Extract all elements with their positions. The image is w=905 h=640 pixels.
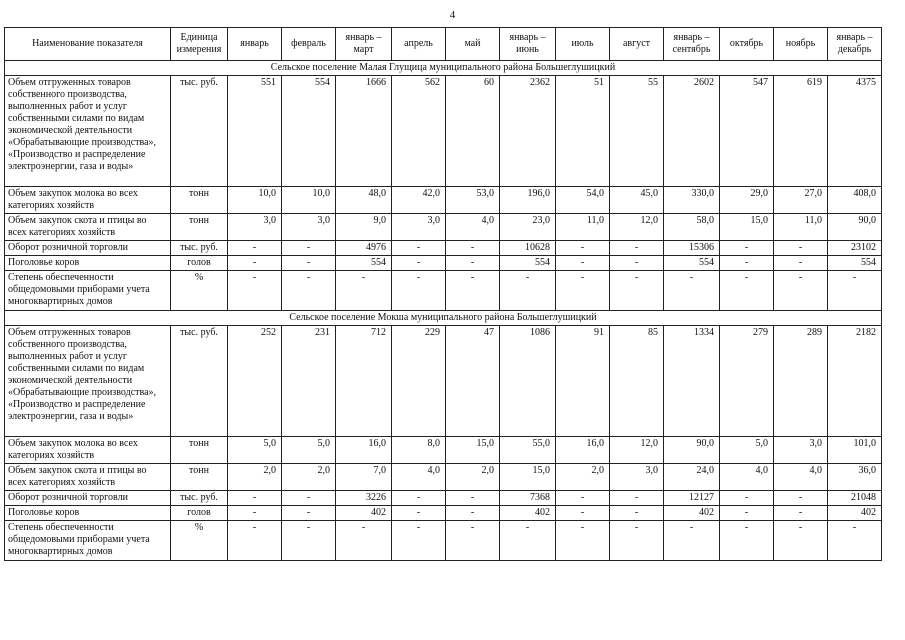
value-cell: -	[774, 491, 828, 506]
page-number: 4	[449, 9, 456, 21]
value-cell: 42,0	[392, 187, 446, 214]
value-cell: 330,0	[664, 187, 720, 214]
value-cell: -	[282, 491, 336, 506]
value-cell: -	[228, 256, 282, 271]
value-cell: 2,0	[446, 464, 500, 491]
value-cell: -	[610, 241, 664, 256]
value-cell: 10,0	[228, 187, 282, 214]
value-cell: 402	[336, 506, 392, 521]
value-cell: 8,0	[392, 437, 446, 464]
table-row	[5, 271, 882, 311]
value-cell: 4976	[336, 241, 392, 256]
value-cell: 619	[774, 76, 828, 187]
table-body	[5, 61, 882, 561]
value-cell: 4,0	[720, 464, 774, 491]
value-cell: -	[828, 271, 882, 311]
unit-cell: тыс. руб.	[171, 241, 228, 256]
value-cell: 47	[446, 326, 500, 437]
unit-cell: голов	[171, 256, 228, 271]
column-header: июль	[556, 28, 610, 61]
unit-cell: %	[171, 271, 228, 311]
value-cell: 16,0	[556, 437, 610, 464]
value-cell: -	[282, 256, 336, 271]
value-cell: 5,0	[228, 437, 282, 464]
unit-cell: тыс. руб.	[171, 491, 228, 506]
value-cell: -	[446, 521, 500, 561]
column-header: Единица измерения	[171, 28, 228, 61]
table-row	[5, 506, 882, 521]
indicator-name: Объем закупок молока во всех категориях хозяйств	[5, 437, 171, 464]
value-cell: 15,0	[446, 437, 500, 464]
indicator-name: Поголовье коров	[5, 256, 171, 271]
value-cell: -	[610, 506, 664, 521]
indicator-name: Объем закупок молока во всех категориях хозяйств	[5, 187, 171, 214]
value-cell: 90,0	[664, 437, 720, 464]
value-cell: 85	[610, 326, 664, 437]
value-cell: 54,0	[556, 187, 610, 214]
table-row	[5, 256, 882, 271]
value-cell: 252	[228, 326, 282, 437]
value-cell: 5,0	[282, 437, 336, 464]
table-row	[5, 76, 882, 187]
value-cell: -	[610, 256, 664, 271]
value-cell: 58,0	[664, 214, 720, 241]
value-cell: 289	[774, 326, 828, 437]
value-cell: -	[556, 521, 610, 561]
value-cell: 10628	[500, 241, 556, 256]
column-header: январь – март	[336, 28, 392, 61]
value-cell: 45,0	[610, 187, 664, 214]
value-cell: 402	[664, 506, 720, 521]
value-cell: -	[720, 506, 774, 521]
value-cell: -	[720, 241, 774, 256]
unit-cell: тыс. руб.	[171, 326, 228, 437]
value-cell: 36,0	[828, 464, 882, 491]
value-cell: -	[228, 491, 282, 506]
indicator-name: Оборот розничной торговли	[5, 491, 171, 506]
indicator-name: Оборот розничной торговли	[5, 241, 171, 256]
table-row	[5, 521, 882, 561]
column-header: январь – июнь	[500, 28, 556, 61]
unit-cell: тыс. руб.	[171, 76, 228, 187]
indicator-name: Поголовье коров	[5, 506, 171, 521]
value-cell: -	[720, 521, 774, 561]
value-cell: -	[282, 521, 336, 561]
column-header: октябрь	[720, 28, 774, 61]
unit-cell: голов	[171, 506, 228, 521]
unit-cell: тонн	[171, 437, 228, 464]
column-header: январь – декабрь	[828, 28, 882, 61]
value-cell: 27,0	[774, 187, 828, 214]
value-cell: 23,0	[500, 214, 556, 241]
column-header: январь – сентябрь	[664, 28, 720, 61]
table-row	[5, 214, 882, 241]
value-cell: -	[392, 521, 446, 561]
value-cell: 9,0	[336, 214, 392, 241]
indicator-name: Степень обеспеченности общедомовыми приборами учета многоквартирных домов	[5, 271, 171, 311]
value-cell: 1666	[336, 76, 392, 187]
value-cell: 55	[610, 76, 664, 187]
value-cell: -	[446, 256, 500, 271]
value-cell: 24,0	[664, 464, 720, 491]
value-cell: 12,0	[610, 214, 664, 241]
indicator-name: Объем закупок скота и птицы во всех категориях хозяйств	[5, 214, 171, 241]
table-row	[5, 241, 882, 256]
column-header: август	[610, 28, 664, 61]
value-cell: 10,0	[282, 187, 336, 214]
unit-cell: тонн	[171, 187, 228, 214]
value-cell: 29,0	[720, 187, 774, 214]
indicator-name: Объем закупок скота и птицы во всех категориях хозяйств	[5, 464, 171, 491]
indicator-name: Степень обеспеченности общедомовыми приборами учета многоквартирных домов	[5, 521, 171, 561]
value-cell: 554	[500, 256, 556, 271]
value-cell: 554	[282, 76, 336, 187]
indicators-table	[4, 27, 882, 561]
value-cell: 3,0	[392, 214, 446, 241]
value-cell: -	[720, 491, 774, 506]
unit-cell: %	[171, 521, 228, 561]
value-cell: -	[392, 271, 446, 311]
value-cell: 21048	[828, 491, 882, 506]
value-cell: -	[774, 271, 828, 311]
table-row	[5, 491, 882, 506]
value-cell: 23102	[828, 241, 882, 256]
value-cell: 279	[720, 326, 774, 437]
value-cell: -	[336, 521, 392, 561]
value-cell: -	[664, 521, 720, 561]
value-cell: -	[556, 241, 610, 256]
value-cell: 7368	[500, 491, 556, 506]
value-cell: 3226	[336, 491, 392, 506]
value-cell: 402	[500, 506, 556, 521]
value-cell: 15306	[664, 241, 720, 256]
value-cell: -	[392, 491, 446, 506]
value-cell: 3,0	[228, 214, 282, 241]
value-cell: -	[282, 271, 336, 311]
value-cell: 11,0	[556, 214, 610, 241]
table-row	[5, 326, 882, 437]
table-row	[5, 437, 882, 464]
indicator-name: Объем отгруженных товаров собственного производства, выполненных работ и услуг собственными силами по видам экономической деятельности «Обрабатывающие производства», «Производство и распределение электроэнергии, газа и воды»	[5, 76, 171, 187]
value-cell: -	[228, 241, 282, 256]
value-cell: 547	[720, 76, 774, 187]
value-cell: -	[828, 521, 882, 561]
value-cell: 229	[392, 326, 446, 437]
value-cell: 55,0	[500, 437, 556, 464]
value-cell: -	[282, 506, 336, 521]
value-cell: -	[774, 241, 828, 256]
value-cell: 12,0	[610, 437, 664, 464]
value-cell: -	[446, 241, 500, 256]
value-cell: 2362	[500, 76, 556, 187]
value-cell: -	[446, 491, 500, 506]
section-row	[5, 61, 882, 76]
column-header: январь	[228, 28, 282, 61]
value-cell: -	[664, 271, 720, 311]
value-cell: -	[228, 506, 282, 521]
value-cell: 2,0	[282, 464, 336, 491]
value-cell: 402	[828, 506, 882, 521]
value-cell: -	[556, 506, 610, 521]
table-row	[5, 464, 882, 491]
value-cell: 7,0	[336, 464, 392, 491]
value-cell: 3,0	[282, 214, 336, 241]
value-cell: 2602	[664, 76, 720, 187]
value-cell: 15,0	[720, 214, 774, 241]
value-cell: -	[446, 271, 500, 311]
value-cell: 11,0	[774, 214, 828, 241]
value-cell: -	[228, 271, 282, 311]
value-cell: -	[556, 256, 610, 271]
value-cell: -	[556, 491, 610, 506]
header-row	[5, 28, 882, 61]
value-cell: 91	[556, 326, 610, 437]
value-cell: -	[556, 271, 610, 311]
value-cell: -	[392, 256, 446, 271]
value-cell: -	[610, 521, 664, 561]
value-cell: -	[392, 241, 446, 256]
column-header: ноябрь	[774, 28, 828, 61]
value-cell: 3,0	[774, 437, 828, 464]
value-cell: 48,0	[336, 187, 392, 214]
value-cell: 12127	[664, 491, 720, 506]
column-header: апрель	[392, 28, 446, 61]
unit-cell: тонн	[171, 214, 228, 241]
value-cell: 2,0	[228, 464, 282, 491]
table-header	[5, 28, 882, 61]
value-cell: 712	[336, 326, 392, 437]
value-cell: -	[228, 521, 282, 561]
value-cell: -	[500, 521, 556, 561]
column-header: февраль	[282, 28, 336, 61]
value-cell: 2,0	[556, 464, 610, 491]
value-cell: 4375	[828, 76, 882, 187]
value-cell: 554	[664, 256, 720, 271]
value-cell: -	[774, 256, 828, 271]
value-cell: -	[774, 521, 828, 561]
value-cell: 90,0	[828, 214, 882, 241]
value-cell: 551	[228, 76, 282, 187]
value-cell: 51	[556, 76, 610, 187]
value-cell: 1334	[664, 326, 720, 437]
value-cell: -	[446, 506, 500, 521]
value-cell: 562	[392, 76, 446, 187]
value-cell: 231	[282, 326, 336, 437]
value-cell: -	[336, 271, 392, 311]
value-cell: 408,0	[828, 187, 882, 214]
value-cell: -	[720, 271, 774, 311]
value-cell: -	[282, 241, 336, 256]
value-cell: -	[774, 506, 828, 521]
value-cell: 3,0	[610, 464, 664, 491]
value-cell: 4,0	[392, 464, 446, 491]
value-cell: 5,0	[720, 437, 774, 464]
value-cell: -	[500, 271, 556, 311]
unit-cell: тонн	[171, 464, 228, 491]
value-cell: 554	[336, 256, 392, 271]
value-cell: 1086	[500, 326, 556, 437]
value-cell: -	[610, 491, 664, 506]
value-cell: 16,0	[336, 437, 392, 464]
section-title: Сельское поселение Мокша муниципального района Большеглушицкий	[5, 311, 882, 326]
value-cell: -	[610, 271, 664, 311]
value-cell: 2182	[828, 326, 882, 437]
value-cell: -	[392, 506, 446, 521]
value-cell: 4,0	[446, 214, 500, 241]
column-header: май	[446, 28, 500, 61]
section-title: Сельское поселение Малая Глущица муниципального района Большеглушицкий	[5, 61, 882, 76]
value-cell: 554	[828, 256, 882, 271]
value-cell: 101,0	[828, 437, 882, 464]
section-row	[5, 311, 882, 326]
value-cell: 4,0	[774, 464, 828, 491]
table-row	[5, 187, 882, 214]
value-cell: 15,0	[500, 464, 556, 491]
value-cell: 53,0	[446, 187, 500, 214]
value-cell: -	[720, 256, 774, 271]
value-cell: 196,0	[500, 187, 556, 214]
value-cell: 60	[446, 76, 500, 187]
indicator-name: Объем отгруженных товаров собственного производства, выполненных работ и услуг собственными силами по видам экономической деятельности «Обрабатывающие производства», «Производство и распределение электроэнергии, газа и воды»	[5, 326, 171, 437]
column-header: Наименование показателя	[5, 28, 171, 61]
